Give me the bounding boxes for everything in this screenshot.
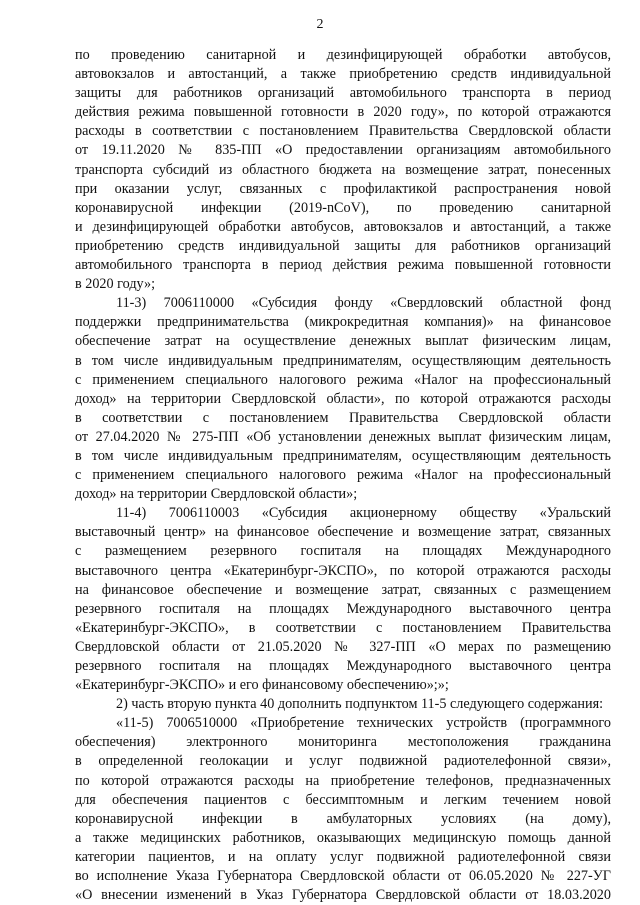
text-line: «Екатеринбург-ЭКСПО», в соответствии с постановлением Правительства — [75, 619, 611, 636]
text-line: автомобильного транспорта в период действия режима повышенной готовности — [75, 257, 611, 274]
text-line: коронавирусной инфекции (2019-nCoV), по проведению санитарной — [75, 199, 611, 216]
text-line: транспорта субсидий из областного бюджета на возмещение затрат, понесенных — [75, 161, 611, 178]
text-line: и дезинфицирующей обработки автобусов, автовокзалов и автостанций, а также — [75, 218, 611, 235]
text-line: поддержки предпринимательства (микрокредитная компания)» на финансовое — [75, 314, 611, 331]
text-line: категории пациентов, и на оплату услуг подвижной радиотелефонной связи — [75, 848, 611, 865]
text-line: «О внесении изменений в Указ Губернатора Свердловской области от 18.03.2020 — [75, 887, 611, 904]
text-line: во исполнение Указа Губернатора Свердловской области от 06.05.2020 № 227-УГ — [75, 868, 611, 885]
text-line: с применением специального налогового режима «Налог на профессиональный — [75, 371, 611, 388]
text-line: с размещением резервного госпиталя на площадях Международного — [75, 543, 611, 560]
text-line: резервного госпиталя на площадях Международного выставочного центра — [75, 658, 611, 674]
text-line: в соответствии с постановлением Правительства Свердловской области — [75, 409, 611, 426]
text-line: автовокзалов и автостанций, а также приобретению средств индивидуальной — [75, 66, 611, 83]
text-line: доход» на территории Свердловской области», по которой отражаются расходы — [75, 390, 611, 407]
text-line: в 2020 году»; — [75, 276, 156, 293]
text-line: Свердловской области от 21.05.2020 № 327-ПП «О мерах по размещению — [75, 638, 611, 655]
text-line: в том числе индивидуальным предпринимателям, осуществляющим деятельность — [75, 352, 611, 369]
text-line: «Екатеринбург-ЭКСПО» и его финансовому обеспечению»;»; — [75, 677, 449, 694]
text-line: по которой отражаются расходы на приобретение телефонов, предназначенных — [75, 772, 611, 789]
text-line: доход» на территории Свердловской области»; — [75, 486, 358, 503]
text-line: 11-3) 7006110000 «Субсидия фонду «Свердловский областной фонд — [116, 295, 611, 312]
text-line: выставочный центр» на финансовое обеспечение и возмещение затрат, связанных — [75, 524, 611, 541]
text-line: на финансовое обеспечение и возмещение затрат, связанных с размещением — [75, 581, 611, 598]
text-line: в том числе индивидуальным предпринимателям, осуществляющим деятельность — [75, 447, 611, 464]
text-line: от 27.04.2020 № 275-ПП «Об установлении денежных выплат физическим лицам, — [75, 428, 611, 445]
text-line: выставочного центра «Екатеринбург-ЭКСПО», по которой отражаются расходы — [75, 562, 611, 579]
document-body — [75, 46, 611, 905]
text-line: от 19.11.2020 № 835-ПП «О предоставлении организациям автомобильного — [75, 142, 611, 159]
text-line: по проведению санитарной и дезинфицирующей обработки автобусов, — [75, 47, 611, 63]
page-number: 2 — [316, 17, 324, 32]
text-line: коронавирусной инфекции в амбулаторных условиях (на дому), — [75, 810, 611, 827]
text-line: с применением специального налогового режима «Налог на профессиональный — [75, 467, 611, 484]
text-line: расходы в соответствии с постановлением Правительства Свердловской области — [75, 123, 611, 140]
text-line: приобретению средств индивидуальной защиты для работников организаций — [75, 237, 611, 254]
text-line: а также медицинских работников, оказывающих медицинскую помощь данной — [75, 829, 611, 846]
text-line: резервного госпиталя на площадях Международного выставочного центра — [75, 600, 611, 617]
text-line: 11-4) 7006110003 «Субсидия акционерному обществу «Уральский — [116, 505, 611, 522]
text-line: «11-5) 7006510000 «Приобретение технических устройств (программного — [116, 715, 611, 732]
text-line: обеспечение затрат на осуществление денежных выплат физическим лицам, — [75, 333, 611, 350]
text-line: защиты для работников организаций автомобильного транспорта в период — [75, 85, 611, 102]
text-line: в определенной геолокации и услуг подвижной радиотелефонной связи», — [75, 753, 611, 770]
text-line: для обеспечения пациентов с бессимптомным и легким течением новой — [75, 791, 611, 808]
text-line: действия режима повышенной готовности в 2020 году», по которой отражаются — [75, 104, 611, 121]
text-line: обеспечения) электронного мониторинга местоположения гражданина — [75, 734, 611, 751]
text-line: при оказании услуг, связанных с профилактикой распространения новой — [75, 180, 611, 197]
text-line: 2) часть вторую пункта 40 дополнить подпунктом 11-5 следующего содержания: — [116, 696, 604, 713]
